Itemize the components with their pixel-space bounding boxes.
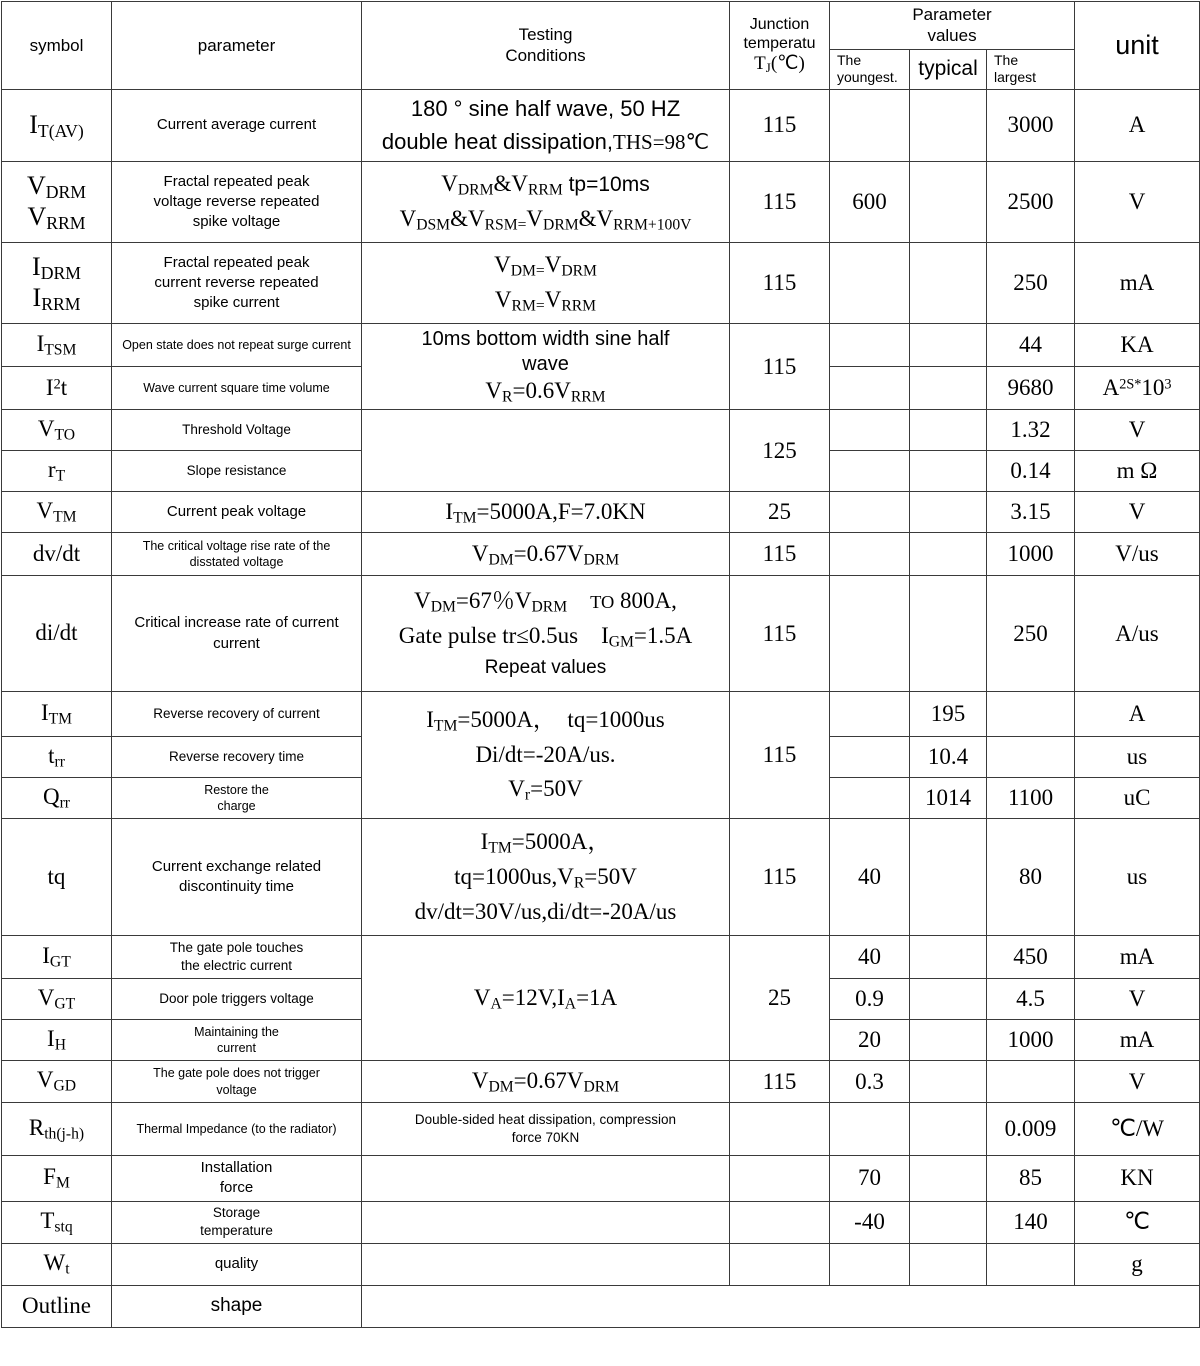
max-tstq: 140 [987, 1201, 1075, 1243]
typ-vgt [910, 979, 987, 1020]
min-vtm [830, 492, 910, 533]
parameter-outline: shape [112, 1285, 362, 1327]
symbol-rth: $R_{th(j-h)}$ [2, 1103, 112, 1156]
typ-idrm [910, 243, 987, 324]
typ-igt [910, 936, 987, 979]
table-row-rth [2, 1103, 1200, 1156]
unit-tq: us [1075, 819, 1200, 936]
parameter-vto: Threshold Voltage [112, 410, 362, 451]
parameter-tstq [112, 1201, 362, 1243]
max-igt: 450 [987, 936, 1075, 979]
typ-rth [910, 1103, 987, 1156]
junction-temp-tstq [730, 1201, 830, 1243]
parameter-trr: Reverse recovery time [112, 737, 362, 778]
param-line3: spike voltage [192, 213, 281, 231]
typ-vtm [910, 492, 987, 533]
test-line1: $I_{TM}=5000A$， [480, 828, 611, 857]
parameter-igt [112, 936, 362, 979]
typ-qrr: 1014 [910, 778, 987, 819]
symbol-vgt: $V_{GT}$ [2, 979, 112, 1020]
param-line2: voltage [216, 1082, 257, 1097]
max-idrm: 250 [987, 243, 1075, 324]
parameter-itm: Reverse recovery of current [112, 692, 362, 737]
test-line1: 10ms bottom width sine half [421, 327, 670, 350]
unit-i2t: $A^{2S*}10^3$ [1075, 367, 1200, 410]
max-tq: 80 [987, 819, 1075, 936]
test-line1: $I_{TM}=5000A$， tq=1000us [426, 706, 665, 735]
test-line3: $V_r=50V$ [508, 776, 583, 804]
parameter-it-av: Current average current [112, 89, 362, 162]
junction-temp-idrm: 115 [730, 243, 830, 324]
unit-rth: ℃/W [1075, 1103, 1200, 1156]
param-line2: discontinuity time [178, 878, 295, 895]
max-trr [987, 737, 1075, 778]
param-line1: Current exchange related [151, 857, 322, 875]
min-itm [830, 692, 910, 737]
test-line3: Repeat values [484, 657, 607, 679]
table-row-didt [2, 576, 1200, 692]
table-row-dvdt [2, 533, 1200, 576]
junction-temp-vto-rt: 125 [730, 410, 830, 492]
typ-ih [910, 1020, 987, 1061]
maximum-line2: largest [994, 69, 1037, 85]
min-fm: 70 [830, 1156, 910, 1202]
test-line1: $V_{DM}=67$％$V_{DRM}$ TO 800A, [414, 588, 677, 616]
symbol-irrm: $I_{RRM}$ [32, 283, 81, 314]
symbol-idrm-irrm [2, 243, 112, 324]
symbol-itm: $I_{TM}$ [2, 692, 112, 737]
parameter-dvdt [112, 533, 362, 576]
min-didt [830, 576, 910, 692]
min-vgt: 0.9 [830, 979, 910, 1020]
typ-it-av [910, 89, 987, 162]
typ-itsm [910, 324, 987, 367]
junction-temp-symbol: $T_J(℃)$ [754, 53, 805, 75]
symbol-it-av: $I_{T(AV)}$ [2, 89, 112, 162]
junction-temp-line1: Junction [749, 15, 810, 33]
table-row-tq [2, 819, 1200, 936]
symbol-vtm: $V_{TM}$ [2, 492, 112, 533]
table-row-vgd [2, 1061, 1200, 1103]
typ-tq [910, 819, 987, 936]
parameter-itsm: Open state does not repeat surge current [112, 324, 362, 367]
parameter-didt [112, 576, 362, 692]
column-header-junction-temperature [730, 2, 830, 90]
max-vgt: 4.5 [987, 979, 1075, 1020]
column-header-maximum [987, 49, 1075, 89]
test-line2: wave [522, 352, 569, 375]
max-itm [987, 692, 1075, 737]
column-header-minimum [830, 49, 910, 89]
param-line1: Storage [212, 1205, 261, 1221]
parameter-values-line1: Parameter [912, 5, 992, 24]
param-line1: Fractal repeated peak [163, 172, 310, 190]
max-rth: 0.009 [987, 1103, 1075, 1156]
typ-fm [910, 1156, 987, 1202]
unit-wt: g [1075, 1243, 1200, 1285]
max-itsm: 44 [987, 324, 1075, 367]
param-line2: disstated voltage [189, 555, 284, 569]
min-vto [830, 410, 910, 451]
junction-temp-fm [730, 1156, 830, 1202]
test-line2: $tq=1000us,V_R=50V$ [454, 863, 637, 892]
parameter-qrr [112, 778, 362, 819]
max-wt [987, 1243, 1075, 1285]
symbol-vdrm: $V_{DRM}$ [26, 170, 87, 202]
column-header-symbol: symbol [2, 2, 112, 90]
symbol-vgd: $V_{GD}$ [2, 1061, 112, 1103]
symbol-ih: $I_H$ [2, 1020, 112, 1061]
typ-rt [910, 451, 987, 492]
parameter-rth: Thermal Impedance (to the radiator) [112, 1103, 362, 1156]
unit-qrr: uC [1075, 778, 1200, 819]
parameter-vtm: Current peak voltage [112, 492, 362, 533]
max-didt: 250 [987, 576, 1075, 692]
junction-temp-itm-trr-qrr: 115 [730, 692, 830, 819]
table-row-vtm [2, 492, 1200, 533]
junction-temp-dvdt: 115 [730, 533, 830, 576]
min-trr [830, 737, 910, 778]
parameter-i2t: Wave current square time volume [112, 367, 362, 410]
column-header-testing-conditions [362, 2, 730, 90]
table-body [2, 89, 1200, 1327]
unit-it-av: A [1075, 89, 1200, 162]
test-conditions-itm-trr-qrr [362, 692, 730, 819]
min-tstq: -40 [830, 1201, 910, 1243]
max-ih: 1000 [987, 1020, 1075, 1061]
symbol-didt: di/dt [2, 576, 112, 692]
junction-temp-vgd: 115 [730, 1061, 830, 1103]
param-line1: Restore the [204, 782, 269, 797]
column-header-parameter: parameter [112, 2, 362, 90]
testing-conditions-line2: Conditions [505, 46, 586, 66]
typ-vdrm [910, 162, 987, 243]
symbol-dvdt: dv/dt [2, 533, 112, 576]
parameter-vgd [112, 1061, 362, 1103]
parameter-tq [112, 819, 362, 936]
test-line1: $V_{DRM}\&V_{RRM}$ tp=10ms [441, 171, 650, 199]
param-line2: the electric current [180, 958, 293, 973]
testing-conditions-line1: Testing [518, 25, 573, 44]
test-line2: force 70KN [511, 1130, 580, 1145]
column-header-parameter-values [830, 2, 1075, 50]
test-conditions-igt-vgt-ih: $V_A=12V,I_A=1A$ [362, 936, 730, 1061]
unit-vtm: V [1075, 492, 1200, 533]
symbol-tq: tq [2, 819, 112, 936]
table-row-idrm-irrm [2, 243, 1200, 324]
typ-i2t [910, 367, 987, 410]
symbol-tstq: $T_{stq}$ [2, 1201, 112, 1243]
symbol-vdrm-vrrm [2, 162, 112, 243]
table-row-fm [2, 1156, 1200, 1202]
outline-shape-area [362, 1285, 1200, 1327]
test-line2: Gate pulse tr≤0.5us $I_{GM}=1.5A$ [398, 623, 693, 651]
param-line1: Maintaining the [194, 1024, 279, 1039]
parameter-rt: Slope resistance [112, 451, 362, 492]
parameter-ih [112, 1020, 362, 1061]
table-row-vto [2, 410, 1200, 451]
max-rt: 0.14 [987, 451, 1075, 492]
test-line2: $V_{RM=}V_{RRM}$ [494, 287, 597, 315]
unit-vto: V [1075, 410, 1200, 451]
table-row-itm [2, 692, 1200, 737]
max-dvdt: 1000 [987, 533, 1075, 576]
test-conditions-wt [362, 1243, 730, 1285]
param-line1: Fractal repeated peak [163, 253, 310, 271]
test-line2: Di/dt=-20A/us. [475, 741, 616, 767]
table-row-vdrm-vrrm [2, 162, 1200, 243]
test-line3: dv/dt=30V/us,di/dt=-20A/us [414, 898, 677, 924]
param-line2: current [213, 634, 260, 652]
junction-temp-vdrm: 115 [730, 162, 830, 243]
table-row-itsm [2, 324, 1200, 367]
typ-didt [910, 576, 987, 692]
test-conditions-fm [362, 1156, 730, 1202]
test-line1: 180 ° sine half wave, 50 HZ [410, 95, 681, 121]
param-line2: force [219, 1179, 254, 1197]
parameter-idrm-irrm [112, 243, 362, 324]
table-row-wt [2, 1243, 1200, 1285]
test-conditions-it-av [362, 89, 730, 162]
param-line2: voltage reverse repeated [153, 192, 320, 210]
typ-vto [910, 410, 987, 451]
symbol-fm: $F_M$ [2, 1156, 112, 1202]
typ-vgd [910, 1061, 987, 1103]
minimum-line2: youngest. [837, 69, 898, 85]
typ-wt [910, 1243, 987, 1285]
test-conditions-vgd: $V_{DM}=0.67V_{DRM}$ [362, 1061, 730, 1103]
min-idrm [830, 243, 910, 324]
parameter-wt: quality [112, 1243, 362, 1285]
junction-temp-didt: 115 [730, 576, 830, 692]
min-i2t [830, 367, 910, 410]
unit-vgd: V [1075, 1061, 1200, 1103]
junction-temp-it-av: 115 [730, 89, 830, 162]
unit-itm: A [1075, 692, 1200, 737]
table-row-igt [2, 936, 1200, 979]
min-qrr [830, 778, 910, 819]
min-tq: 40 [830, 819, 910, 936]
table-row-tstq [2, 1201, 1200, 1243]
symbol-i2t: $I^2t$ [2, 367, 112, 410]
symbol-rt: $r_T$ [2, 451, 112, 492]
unit-vgt: V [1075, 979, 1200, 1020]
symbol-vto: $V_{TO}$ [2, 410, 112, 451]
junction-temp-tq: 115 [730, 819, 830, 936]
parameter-fm [112, 1156, 362, 1202]
table-row-it-av [2, 89, 1200, 162]
min-ih: 20 [830, 1020, 910, 1061]
junction-temp-igt-vgt-ih: 25 [730, 936, 830, 1061]
unit-dvdt: V/us [1075, 533, 1200, 576]
test-conditions-vto-rt [362, 410, 730, 492]
unit-didt: A/us [1075, 576, 1200, 692]
symbol-igt: $I_{GT}$ [2, 936, 112, 979]
typ-trr: 10.4 [910, 737, 987, 778]
param-line1: Critical increase rate of current [134, 614, 339, 632]
unit-itsm: KA [1075, 324, 1200, 367]
max-vtm: 3.15 [987, 492, 1075, 533]
maximum-line1: The [994, 51, 1019, 68]
param-line1: The critical voltage rise rate of the [142, 538, 331, 553]
param-line2: charge [217, 799, 256, 813]
max-qrr: 1100 [987, 778, 1075, 819]
unit-rt: m Ω [1075, 451, 1200, 492]
test-conditions-didt [362, 576, 730, 692]
parameter-vgt: Door pole triggers voltage [112, 979, 362, 1020]
test-line3: $V_R=0.6V_{RRM}$ [485, 377, 606, 405]
test-line1: $V_{DM=}V_{DRM}$ [494, 252, 597, 280]
test-line2: double heat dissipation,THS=98℃ [381, 128, 710, 154]
unit-idrm: mA [1075, 243, 1200, 324]
max-fm: 85 [987, 1156, 1075, 1202]
header-row-main [2, 2, 1200, 50]
test-conditions-dvdt: $V_{DM}=0.67V_{DRM}$ [362, 533, 730, 576]
min-rth [830, 1103, 910, 1156]
test-conditions-vtm: $I_{TM}=5000A,F=7.0KN$ [362, 492, 730, 533]
max-vto: 1.32 [987, 410, 1075, 451]
param-line1: The gate pole does not trigger [153, 1066, 320, 1081]
max-it-av: 3000 [987, 89, 1075, 162]
min-dvdt [830, 533, 910, 576]
min-it-av [830, 89, 910, 162]
symbol-itsm: $I_{TSM}$ [2, 324, 112, 367]
min-rt [830, 451, 910, 492]
symbol-qrr: $Q_{rr}$ [2, 778, 112, 819]
junction-temp-rth [730, 1103, 830, 1156]
unit-ih: mA [1075, 1020, 1200, 1061]
param-line1: Installation [200, 1159, 273, 1176]
min-vgd: 0.3 [830, 1061, 910, 1103]
typ-itm: 195 [910, 692, 987, 737]
test-conditions-rth [362, 1103, 730, 1156]
unit-trr: us [1075, 737, 1200, 778]
junction-temp-itsm-i2t: 115 [730, 324, 830, 410]
test-conditions-vdrm-vrrm [362, 162, 730, 243]
param-line2: current [217, 1041, 256, 1055]
test-conditions-tq [362, 819, 730, 936]
parameter-values-line2: values [927, 26, 977, 46]
junction-temp-vtm: 25 [730, 492, 830, 533]
max-i2t: 9680 [987, 367, 1075, 410]
junction-temp-line2: temperatu [743, 34, 816, 52]
symbol-outline: Outline [2, 1285, 112, 1327]
table-row-outline [2, 1285, 1200, 1327]
symbol-wt: $W_t$ [2, 1243, 112, 1285]
unit-vdrm: V [1075, 162, 1200, 243]
symbol-idrm: $I_{DRM}$ [32, 251, 81, 283]
param-line2: current reverse repeated [154, 273, 319, 291]
typ-dvdt [910, 533, 987, 576]
unit-fm: KN [1075, 1156, 1200, 1202]
min-igt: 40 [830, 936, 910, 979]
min-itsm [830, 324, 910, 367]
column-header-typical: typical [910, 49, 987, 89]
symbol-trr: $t_{rr}$ [2, 737, 112, 778]
param-line2: temperature [200, 1223, 273, 1238]
max-vdrm: 2500 [987, 162, 1075, 243]
unit-tstq: ℃ [1075, 1201, 1200, 1243]
min-vdrm: 600 [830, 162, 910, 243]
parameter-vdrm-vrrm [112, 162, 362, 243]
table-header [2, 2, 1200, 90]
test-conditions-tstq [362, 1201, 730, 1243]
junction-temp-wt [730, 1243, 830, 1285]
typ-tstq [910, 1201, 987, 1243]
thyristor-specification-table [1, 1, 1200, 1328]
param-line1: The gate pole touches [169, 940, 304, 956]
minimum-line1: The [837, 51, 862, 68]
test-line2: $V_{DSM}\&V_{RSM=}V_{DRM}\&V_{RRM+100V}$ [399, 206, 692, 234]
unit-igt: mA [1075, 936, 1200, 979]
param-line3: spike current [193, 294, 280, 312]
test-conditions-idrm-irrm [362, 243, 730, 324]
max-vgd [987, 1061, 1075, 1103]
column-header-unit: unit [1075, 2, 1200, 90]
test-conditions-itsm-i2t [362, 324, 730, 410]
symbol-vrrm: $V_{RRM}$ [27, 202, 86, 233]
test-line1: Double-sided heat dissipation, compression [414, 1111, 677, 1127]
min-wt [830, 1243, 910, 1285]
